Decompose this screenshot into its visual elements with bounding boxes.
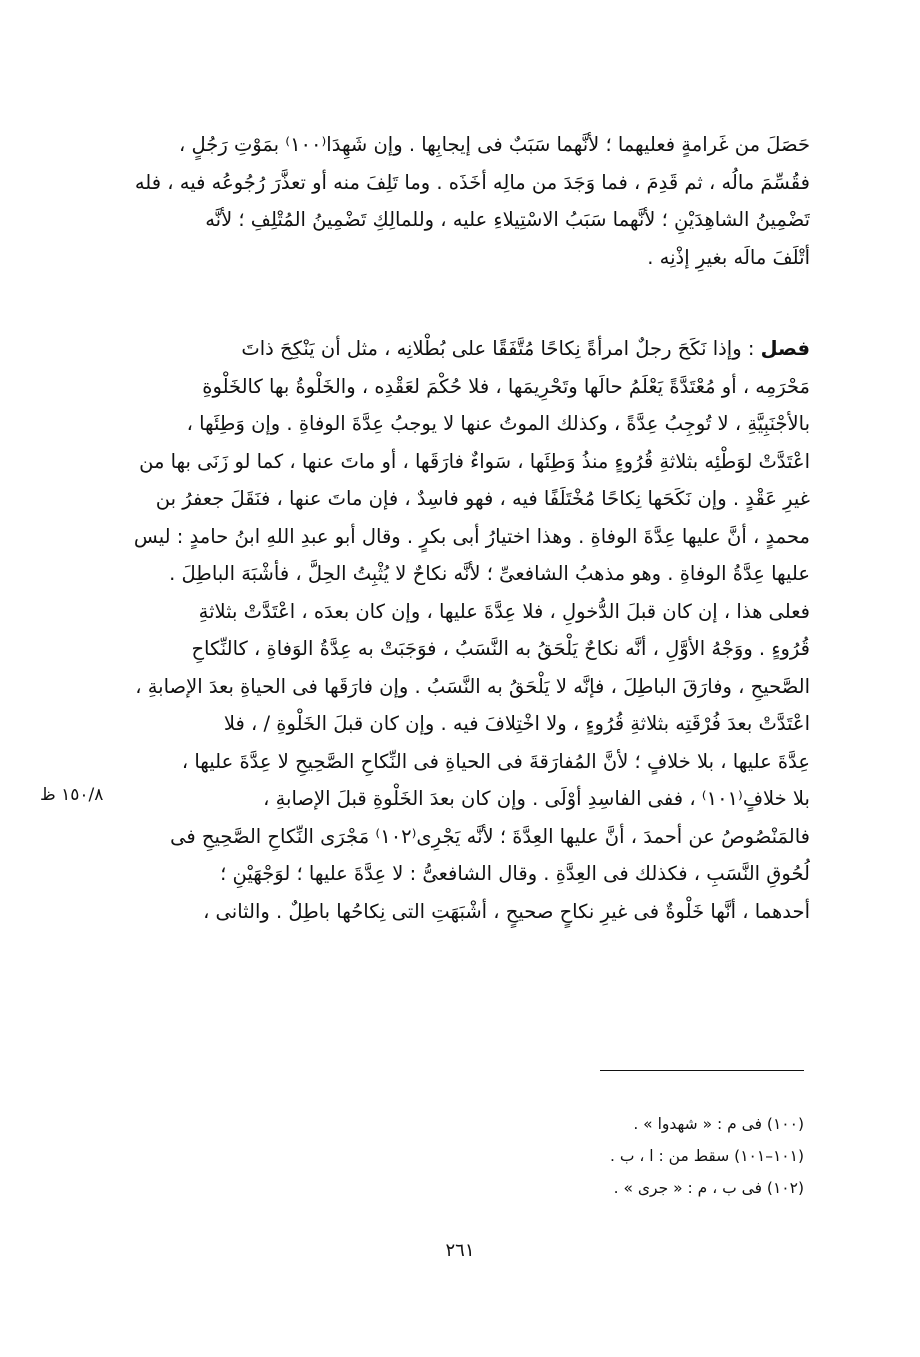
footnote: (١٠١–١٠١) سقط من : ا ، ب .	[609, 1147, 804, 1165]
text-line: حَصَلَ من غَرامةٍ فعليهما ؛ لأنَّهما سَبَبٌ فى إيجابِها . وإن شَهِدَا⁽١٠٠⁾ بمَوْتِ رَجُلٍ ،	[179, 133, 810, 156]
footnote-divider	[600, 1070, 804, 1071]
text-line: قُرُوءٍ . ووَجْهُ الأوَّلِ ، أنَّه نكاحٌ يَلْحَقُ به النَّسَبُ ، فوَجَبَتْ به عِدَّةُ الوَفاةِ ، كالنِّكاحِ	[191, 637, 810, 660]
text-line: لُحُوقِ النَّسَبِ ، فكذلك فى العِدَّةِ . وقال الشافعىُّ : لا عِدَّةَ عليها ؛ لوَجْهَيْنِ ؛	[220, 862, 810, 885]
margin-note: ١٥٠/٨ ظ	[40, 785, 104, 805]
text-line-first	[130, 330, 810, 368]
text-line: اعْتَدَّتْ بعدَ فُرْقَتِه بثلاثةِ قُرُوءٍ ، ولا اخْتِلافَ فيه . وإن كان قبلَ الخَلْوةِ / ، فلا	[223, 712, 810, 735]
text-line: بالأجْنَبِيَّةِ ، لا تُوجِبُ عِدَّةً ، وكذلك الموتُ عنها لا يوجبُ عِدَّةَ الوفاةِ . وإن وَطِئَها ،	[186, 412, 810, 435]
text-line: فالمَنْصُوصُ عن أحمدَ ، أنَّ عليها العِدَّةَ ؛ لأنَّه يَجْرِى⁽١٠٢⁾ مَجْرَى النِّكاحِ الصَّحِيحِ فى	[170, 824, 810, 848]
text-line: تَضْمِينُ الشاهِدَيْنِ ؛ لأنَّهما سَبَبُ الاسْتِيلاءِ عليه ، وللمالِكِ تَضْمِينُ المُتْلِفِ ؛ لأنَّه	[205, 208, 810, 231]
text-line: أحدهما ، أنَّها خَلْوةٌ فى غيرِ نكاحٍ صحيحٍ ، أشْبَهَتِ التى نِكاحُها باطِلٌ . والثانى ،	[203, 899, 810, 923]
text-line: فعلى هذا ، إن كان قبلَ الدُّخولِ ، فلا عِدَّةَ عليها ، وإن كان بعدَه ، اعْتَدَّتْ بثلاثةِ	[198, 599, 810, 623]
text-line: بلا خلافٍ⁽١٠١⁾ ، ففى الفاسِدِ أوْلَى . وإن كان بعدَ الخَلْوةِ قبلَ الإصابةِ ،	[263, 787, 810, 810]
page-number: ٢٦١	[445, 1240, 475, 1261]
text-line: اعْتَدَّتْ لوَطْئِه بثلاثةِ قُرُوءٍ منذُ وَطِئَها ، سَواءٌ فارَقَها ، أو ماتَ عنها ، كما لو زَنَى بها من	[139, 449, 810, 473]
text-line: عِدَّةَ عليها ، بلا خلافٍ ؛ لأنَّ المُفارَقةَ فى الحياةِ فى النِّكاحِ الصَّحِيحِ لا عِدَّةَ عليها ،	[181, 749, 810, 773]
text-line: عليها عِدَّةُ الوفاةِ . وهو مذهبُ الشافعىِّ ؛ لأنَّه نكاحٌ لا يُثْبِتُ الحِلَّ ، فأشْبَهَ الباطِلَ .	[169, 562, 810, 585]
footnotes	[430, 1108, 804, 1204]
paragraph-1	[130, 126, 810, 276]
text-line: غيرِ عَقْدٍ . وإن نَكَحَها نِكاحًا مُخْتَلَفًا فيه ، فهو فاسِدٌ ، فإن ماتَ عنها ، فنَقَلَ جعفرُ بن	[155, 487, 810, 510]
text-line: محمدٍ ، أنَّ عليها عِدَّةَ الوفاةِ . وهذا اختيارُ أبى بكرٍ . وقال أبو عبدِ اللهِ ابنُ حامدٍ : ليس	[133, 524, 810, 548]
text-line: الصَّحيحِ ، وفارَقَ الباطِلَ ، فإنَّه لا يَلْحَقُ به النَّسَبُ . وإن فارَقَها فى الحياةِ بعدَ الإصابةِ ،	[135, 674, 810, 698]
footnote: (١٠٢) فى ب ، م : « جرى » .	[613, 1179, 804, 1197]
text-line: مَحْرَمِه ، أو مُعْتَدَّةً يَعْلَمُ حالَها وتَحْرِيمَها ، فلا حُكْمَ لعَقْدِه ، والخَلْوةُ بها كالخَلْوةِ	[202, 374, 810, 398]
footnote: (١٠٠) فى م : « شهدوا » .	[633, 1115, 804, 1133]
section-heading: فصل	[760, 337, 810, 360]
text-line: فقُسِّمَ مالُه ، ثم قَدِمَ ، فما وَجَدَ من مالِه أخَذَه . وما تَلِفَ منه أو تعذَّرَ رُجُوعُه فيه ، فله	[134, 170, 810, 194]
paragraph-2	[130, 330, 810, 930]
text-line-rest: : وإذا نَكَحَ رجلٌ امرأةً نِكاحًا مُتَّفَقًا على بُطْلانِه ، مثل أن يَنْكِحَ ذاتَ	[241, 337, 761, 360]
text-line: أتْلَفَ مالَه بغيرِ إذْنِه .	[647, 245, 810, 269]
